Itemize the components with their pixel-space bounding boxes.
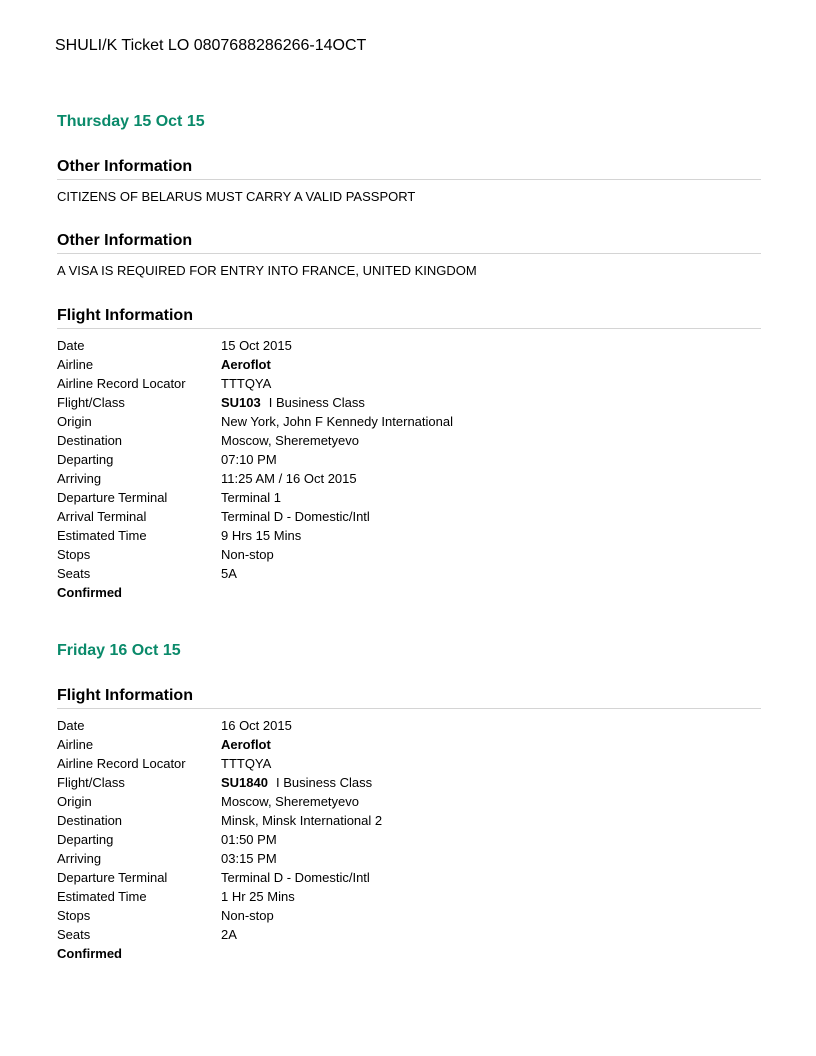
estimated-time-value: 1 Hr 25 Mins [221,889,295,904]
flight-class-value [221,393,761,412]
flight-row-locator [57,754,761,773]
flight-row-seats [57,564,761,583]
flight-row-arriving [57,849,761,868]
flight-information-title: Flight Information [57,687,761,709]
field-value: 15 Oct 2015 [221,338,292,353]
flight-row-locator [57,374,761,393]
flight-number: SU103 [221,395,261,410]
field-label: Airline [57,357,94,372]
flight-row-origin [57,412,761,431]
seats-value: 5A [221,566,237,581]
ticket-header: SHULI/K Ticket LO 0807688286266-14OCT [55,37,367,54]
flight-row-departure-terminal [57,488,761,507]
departing-value: 01:50 PM [221,832,277,847]
field-label: Destination [57,813,123,828]
departing-value: 07:10 PM [221,452,277,467]
arriving-value: 03:15 PM [221,851,277,866]
field-label: Date [57,718,85,733]
field-label: Seats [57,566,91,581]
field-label: Arrival Terminal [57,509,147,524]
estimated-time-value: 9 Hrs 15 Mins [221,528,302,543]
flight-row-destination [57,811,761,830]
airline-name: Aeroflot [221,737,271,752]
flight-information-title: Flight Information [57,307,761,329]
cabin-class: I Business Class [268,395,365,410]
flight-row-flight-class [57,773,761,792]
departure-terminal-value: Terminal D - Domestic/Intl [221,870,370,885]
record-locator: TTTQYA [221,376,272,391]
field-label: Estimated Time [57,528,147,543]
field-label: Seats [57,927,91,942]
flight-row-stops [57,906,761,925]
arriving-value: 11:25 AM / 16 Oct 2015 [221,471,357,486]
other-information-title: Other Information [57,232,761,254]
field-label: Departing [57,452,114,467]
flight-row-estimated-time [57,887,761,906]
flight-row-date [57,716,761,735]
day-heading-thursday: Thursday 15 Oct 15 [57,113,205,130]
airline-name: Aeroflot [221,357,271,372]
flight-row-airline [57,735,761,754]
field-label: Airline [57,737,94,752]
flight-row-departing [57,830,761,849]
field-value: 16 Oct 2015 [221,718,292,733]
flight-row-date [57,336,761,355]
field-label: Origin [57,794,92,809]
flight-row-departure-terminal [57,868,761,887]
field-label: Estimated Time [57,889,147,904]
stops-value: Non-stop [221,908,274,923]
origin-value: New York, John F Kennedy International [221,414,453,429]
field-label: Airline Record Locator [57,376,186,391]
field-label: Origin [57,414,92,429]
field-label: Departing [57,832,114,847]
seats-value: 2A [221,927,237,942]
flight-row-arrival-terminal [57,507,761,526]
origin-value: Moscow, Sheremetyevo [221,794,360,809]
record-locator: TTTQYA [221,756,272,771]
field-label: Destination [57,433,123,448]
field-label: Arriving [57,471,102,486]
flight-row-departing [57,450,761,469]
flight-row-destination [57,431,761,450]
destination-value: Moscow, Sheremetyevo [221,433,360,448]
field-label: Departure Terminal [57,870,168,885]
field-label: Flight/Class [57,775,125,790]
field-label: Departure Terminal [57,490,168,505]
arrival-terminal-value: Terminal D - Domestic/Intl [221,509,370,524]
visa-notice: A VISA IS REQUIRED FOR ENTRY INTO FRANCE, UNITED KINGDOM [57,263,477,278]
passport-notice: CITIZENS OF BELARUS MUST CARRY A VALID PASSPORT [57,189,416,204]
flight-class-value [221,773,761,792]
field-label: Stops [57,908,91,923]
flight-number: SU1840 [221,775,268,790]
field-label: Airline Record Locator [57,756,186,771]
field-label: Arriving [57,851,102,866]
field-label: Stops [57,547,91,562]
destination-value: Minsk, Minsk International 2 [221,813,383,828]
flight-row-seats [57,925,761,944]
status-confirmed: Confirmed [57,585,122,600]
cabin-class: I Business Class [275,775,373,790]
flight-row-airline [57,355,761,374]
flight-row-arriving [57,469,761,488]
day-heading-friday: Friday 16 Oct 15 [57,642,181,659]
departure-terminal-value: Terminal 1 [221,490,281,505]
other-information-title: Other Information [57,158,761,180]
field-label: Date [57,338,85,353]
flight-row-origin [57,792,761,811]
field-label: Flight/Class [57,395,125,410]
flight-details-table [57,336,761,602]
flight-row-estimated-time [57,526,761,545]
flight-details-table [57,716,761,963]
stops-value: Non-stop [221,547,274,562]
status-confirmed: Confirmed [57,946,122,961]
flight-row-flight-class [57,393,761,412]
flight-row-stops [57,545,761,564]
